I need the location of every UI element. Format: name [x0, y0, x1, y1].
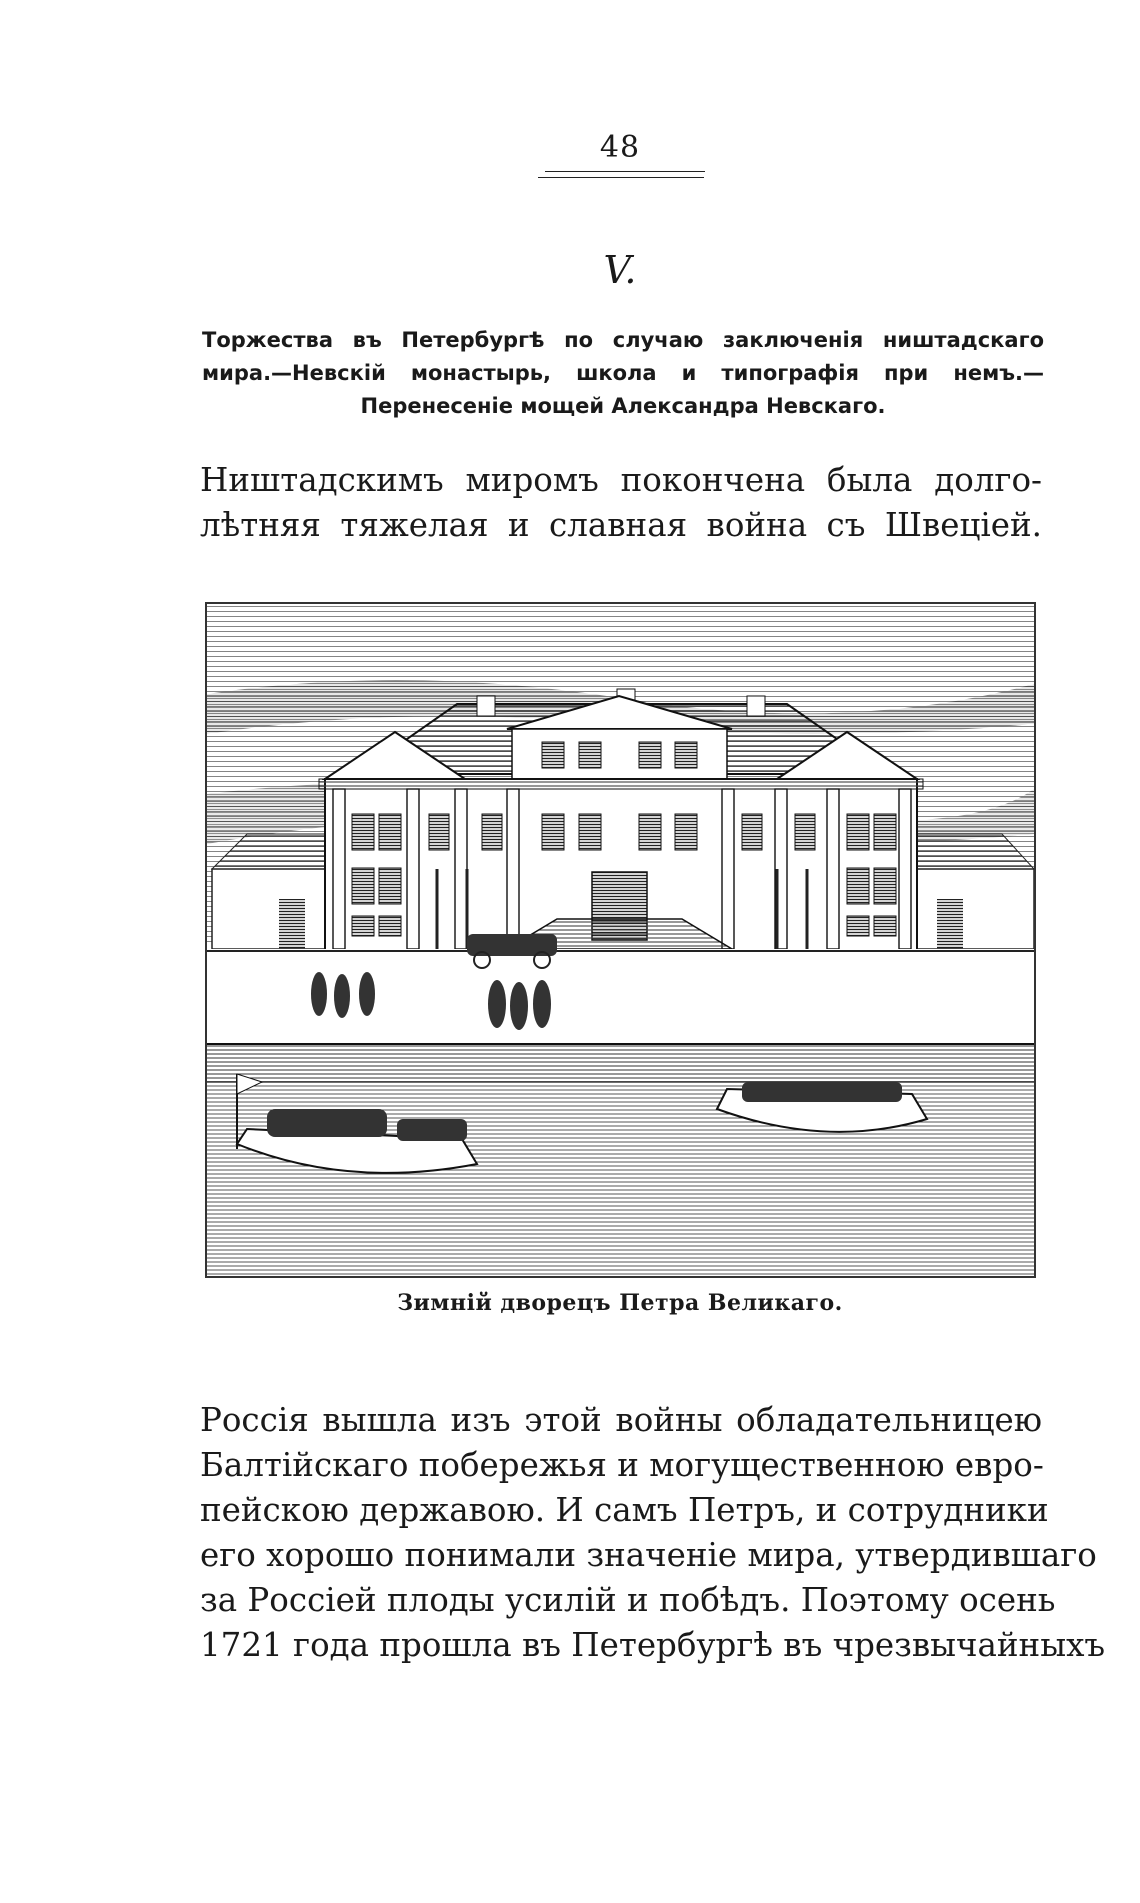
- figure-person: [533, 980, 551, 1028]
- header-rule: [545, 171, 705, 172]
- paragraph-1: [200, 458, 1042, 548]
- window: [847, 916, 869, 936]
- text-line: его хорошо понимали значеніе мира, утвердившаго: [200, 1536, 1097, 1574]
- window: [482, 814, 502, 850]
- window: [542, 814, 564, 850]
- figure-person: [510, 982, 528, 1030]
- attic-window: [675, 742, 697, 768]
- engraving-figure: [205, 602, 1036, 1278]
- embankment: [207, 1044, 1034, 1082]
- summary-line: Перенесеніе мощей Александра Невскаго.: [360, 394, 886, 418]
- window: [379, 814, 401, 850]
- window: [579, 814, 601, 850]
- window: [847, 814, 869, 850]
- figure-caption: Зимній дворецъ Петра Великаго.: [397, 1290, 843, 1316]
- column: [722, 789, 734, 949]
- window: [874, 916, 896, 936]
- chapter-summary: [202, 324, 1044, 423]
- chimney: [477, 696, 495, 716]
- window: [379, 868, 401, 904]
- column: [899, 789, 911, 949]
- palace-engraving: [207, 604, 1034, 1276]
- left-wing-door: [279, 899, 305, 949]
- right-wing-door: [937, 899, 963, 949]
- text-line: Россія вышла изъ этой войны обладательницею: [200, 1401, 1042, 1439]
- square: [207, 949, 1034, 1044]
- summary-line: мира.—Невскій монастырь, школа и типографія при немъ.—: [202, 361, 1044, 385]
- text-line: лѣтняя тяжелая и славная война съ Швеціей.: [200, 506, 1042, 544]
- summary-line: Торжества въ Петербургѣ по случаю заключенія ништадскаго: [202, 328, 1044, 352]
- column: [455, 789, 467, 949]
- text-line: Ништадскимъ миромъ покончена была долго-: [200, 461, 1042, 499]
- attic-window: [579, 742, 601, 768]
- header-rule-thin: [538, 177, 704, 178]
- text-line: за Россіей плоды усилій и побѣдъ. Поэтому осень: [200, 1581, 1056, 1619]
- window: [352, 814, 374, 850]
- window: [874, 814, 896, 850]
- chapter-number: V.: [603, 248, 637, 292]
- figure-person: [311, 972, 327, 1016]
- attic-window: [639, 742, 661, 768]
- window: [352, 916, 374, 936]
- cornice: [319, 779, 923, 789]
- attic-window: [542, 742, 564, 768]
- window: [742, 814, 762, 850]
- window: [874, 868, 896, 904]
- window: [795, 814, 815, 850]
- text-line: 1721 года прошла въ Петербургѣ въ чрезвычайныхъ: [200, 1626, 1106, 1664]
- figure-person: [334, 974, 350, 1018]
- paragraph-2: [200, 1398, 1106, 1668]
- page-number: 48: [599, 130, 641, 165]
- window: [675, 814, 697, 850]
- window: [639, 814, 661, 850]
- figure-person: [359, 972, 375, 1016]
- window: [429, 814, 449, 850]
- figure-person: [488, 980, 506, 1028]
- column: [827, 789, 839, 949]
- window: [352, 868, 374, 904]
- window: [379, 916, 401, 936]
- column: [407, 789, 419, 949]
- chimney: [747, 696, 765, 716]
- column: [333, 789, 345, 949]
- window: [847, 868, 869, 904]
- text-line: Балтійскаго побережья и могущественною евро-: [200, 1446, 1044, 1484]
- text-line: пейскою державою. И самъ Петръ, и сотрудники: [200, 1491, 1049, 1529]
- column: [507, 789, 519, 949]
